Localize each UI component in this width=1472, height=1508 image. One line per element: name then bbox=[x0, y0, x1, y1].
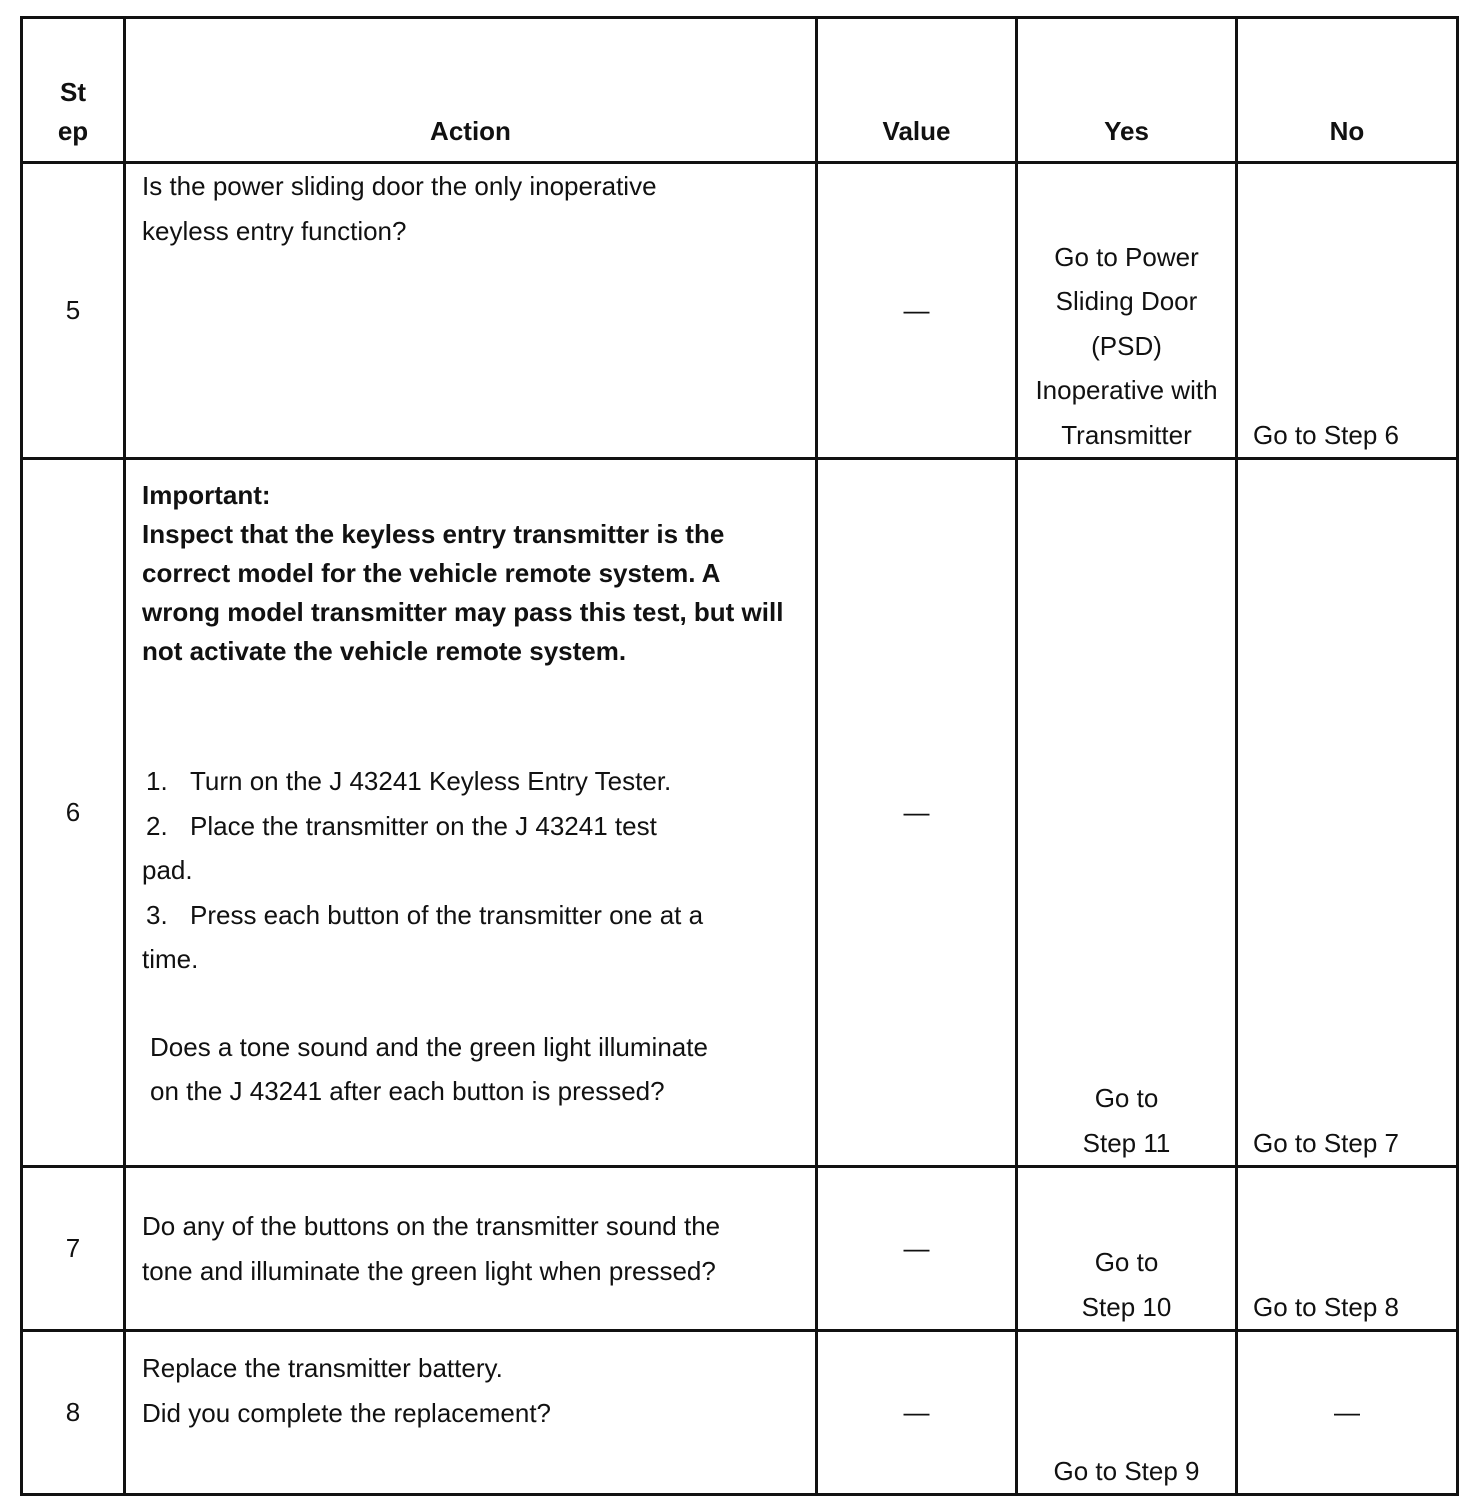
header-yes: Yes bbox=[1017, 18, 1237, 163]
no-cell: — bbox=[1237, 1331, 1458, 1495]
table-row bbox=[22, 459, 1458, 1167]
list-item: 3. Press each button of the transmitter one at a time. bbox=[142, 899, 704, 974]
step-number: 6 bbox=[22, 459, 125, 1167]
value-cell: — bbox=[817, 163, 1017, 459]
header-row bbox=[22, 18, 1458, 163]
spacer bbox=[142, 671, 795, 759]
value-cell: — bbox=[817, 1167, 1017, 1331]
list-item: 1. Turn on the J 43241 Keyless Entry Tester. bbox=[146, 766, 672, 796]
action-question: Does a tone sound and the green light illuminate on the J 43241 after each button is pressed? bbox=[150, 1031, 708, 1106]
header-action: Action bbox=[125, 18, 817, 163]
yes-link[interactable]: Go to Power Sliding Door (PSD) Inoperative with Transmitter bbox=[1017, 163, 1237, 459]
action-cell bbox=[125, 1331, 817, 1495]
action-cell bbox=[125, 163, 817, 459]
value-cell: — bbox=[817, 459, 1017, 1167]
step-number: 8 bbox=[22, 1331, 125, 1495]
no-link[interactable]: Go to Step 8 bbox=[1237, 1167, 1458, 1331]
action-question: Did you complete the replacement? bbox=[142, 1397, 552, 1428]
important-label: Important: bbox=[142, 480, 271, 510]
action-cell bbox=[125, 459, 817, 1167]
list-item: 2. Place the transmitter on the J 43241 test pad. bbox=[142, 810, 657, 885]
diagnostic-table bbox=[20, 16, 1459, 1496]
header-no: No bbox=[1237, 18, 1458, 163]
table-row bbox=[22, 1331, 1458, 1495]
table-row bbox=[22, 163, 1458, 459]
action-instruction: Replace the transmitter battery. bbox=[142, 1353, 503, 1383]
step-list bbox=[142, 759, 795, 982]
no-link[interactable]: Go to Step 7 bbox=[1237, 459, 1458, 1167]
important-text: Inspect that the keyless entry transmitter is the correct model for the vehicle remote system. A wrong model transmitter may pass this test, but will not activate the vehicle remote system. bbox=[142, 519, 784, 666]
value-cell: — bbox=[817, 1331, 1017, 1495]
yes-link[interactable]: Go to Step 11 bbox=[1017, 459, 1237, 1167]
spacer bbox=[142, 982, 795, 1025]
step-number: 7 bbox=[22, 1167, 125, 1331]
action-question: Do any of the buttons on the transmitter sound the tone and illuminate the green light when pressed? bbox=[142, 1211, 721, 1286]
header-step: St ep bbox=[22, 18, 125, 163]
yes-link[interactable]: Go to Step 9 bbox=[1017, 1331, 1237, 1495]
no-link[interactable]: Go to Step 6 bbox=[1237, 163, 1458, 459]
header-value: Value bbox=[817, 18, 1017, 163]
action-cell bbox=[125, 1167, 817, 1331]
yes-link[interactable]: Go to Step 10 bbox=[1017, 1167, 1237, 1331]
step-number: 5 bbox=[22, 163, 125, 459]
table-row bbox=[22, 1167, 1458, 1331]
action-question: Is the power sliding door the only inoperative keyless entry function? bbox=[142, 171, 657, 246]
